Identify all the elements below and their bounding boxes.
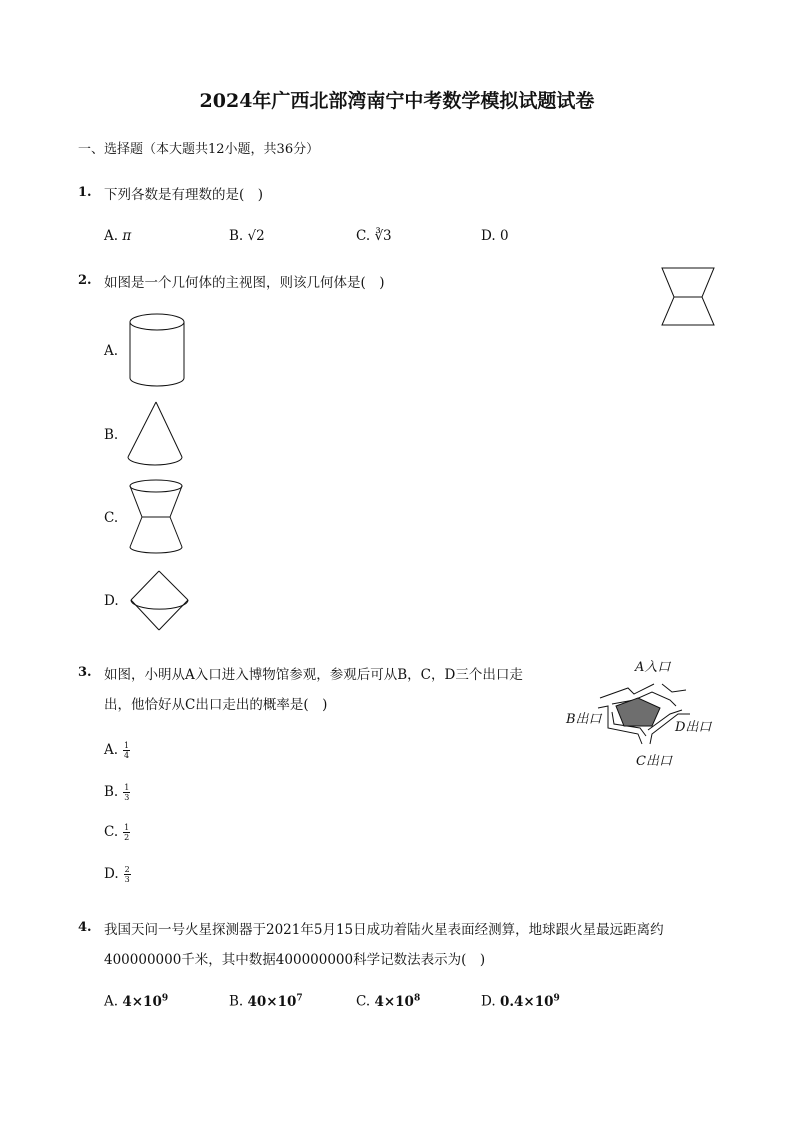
option-value: √2 bbox=[247, 228, 265, 244]
option-label: A. bbox=[104, 742, 119, 758]
q3-option-b[interactable] bbox=[104, 783, 130, 802]
option-label: A. bbox=[104, 228, 119, 244]
q3-option-a[interactable] bbox=[104, 741, 130, 760]
double-frustum-figure bbox=[129, 479, 185, 555]
option-label: A. bbox=[104, 993, 119, 1010]
exit-b-label: B出口 bbox=[566, 712, 602, 727]
question-4-text-line2: 400000000千米，其中数据400000000科学记数法表示为( ) bbox=[104, 952, 486, 968]
q3-option-d[interactable] bbox=[104, 865, 131, 884]
exit-d-label: D出口 bbox=[675, 720, 712, 735]
q2-option-c[interactable]: C. bbox=[104, 510, 119, 526]
question-3-number: 3. bbox=[78, 665, 92, 680]
fraction: $\frac{1}{3}$ bbox=[124, 783, 130, 802]
question-2-number: 2. bbox=[78, 273, 92, 288]
cylinder-figure bbox=[129, 313, 187, 387]
question-3-text-line1: 如图，小明从A入口进入博物馆参观，参观后可从B，C，D三个出口走 bbox=[104, 667, 523, 683]
option-label: C. bbox=[356, 993, 371, 1010]
question-1-text: 下列各数是有理数的是( ) bbox=[104, 187, 264, 203]
option-label: B. bbox=[229, 993, 244, 1010]
q1-option-c[interactable] bbox=[356, 228, 392, 244]
museum-map-figure bbox=[590, 670, 710, 750]
q2-option-a[interactable]: A. bbox=[104, 343, 119, 359]
q1-option-a[interactable] bbox=[104, 228, 131, 244]
question-1-number: 1. bbox=[78, 185, 92, 200]
fraction: $\frac{1}{2}$ bbox=[124, 823, 130, 842]
option-value: 0 bbox=[499, 228, 509, 244]
double-cone-figure bbox=[130, 570, 190, 632]
q2-option-b[interactable]: B. bbox=[104, 427, 119, 443]
option-value: $40\times 10^7$ bbox=[247, 993, 303, 1010]
option-label: D. bbox=[104, 866, 119, 882]
q4-option-b[interactable] bbox=[229, 993, 303, 1010]
q4-option-c[interactable] bbox=[356, 993, 420, 1010]
option-label: D. bbox=[481, 228, 496, 244]
option-value: $4\times 10^9$ bbox=[122, 993, 169, 1010]
page-title: 2024年广西北部湾南宁中考数学模拟试题试卷 bbox=[199, 90, 595, 112]
q4-option-d[interactable] bbox=[481, 993, 560, 1010]
option-value: π bbox=[122, 228, 132, 244]
q3-option-c[interactable] bbox=[104, 823, 130, 842]
option-label: B. bbox=[104, 784, 119, 800]
fraction: $\frac{1}{4}$ bbox=[124, 741, 130, 760]
option-value: ∛3 bbox=[374, 228, 392, 244]
fraction: $\frac{2}{3}$ bbox=[124, 865, 130, 884]
option-label: C. bbox=[104, 824, 119, 840]
option-value: $4\times 10^8$ bbox=[374, 993, 421, 1010]
q1-option-b[interactable] bbox=[229, 228, 265, 244]
front-view-figure bbox=[660, 266, 716, 328]
q2-option-d[interactable]: D. bbox=[104, 593, 119, 609]
option-label: B. bbox=[229, 228, 244, 244]
q4-option-a[interactable] bbox=[104, 993, 168, 1010]
q1-option-d[interactable] bbox=[481, 228, 509, 244]
entrance-a-label: A入口 bbox=[635, 660, 671, 675]
exit-c-label: C出口 bbox=[636, 754, 672, 769]
option-value: $0.4\times 10^9$ bbox=[499, 993, 560, 1010]
section-heading: 一、选择题（本大题共12小题，共36分） bbox=[78, 142, 320, 157]
question-4-text-line1: 我国天问一号火星探测器于2021年5月15日成功着陆火星表面经测算，地球跟火星最远距离约 bbox=[104, 922, 664, 938]
option-label: C. bbox=[356, 228, 371, 244]
question-2-text: 如图是一个几何体的主视图，则该几何体是( ) bbox=[104, 275, 385, 291]
question-3-text-line2: 出，他恰好从C出口走出的概率是( ) bbox=[104, 697, 328, 713]
question-4-number: 4. bbox=[78, 920, 92, 935]
cone-figure bbox=[127, 401, 185, 467]
option-label: D. bbox=[481, 993, 496, 1010]
